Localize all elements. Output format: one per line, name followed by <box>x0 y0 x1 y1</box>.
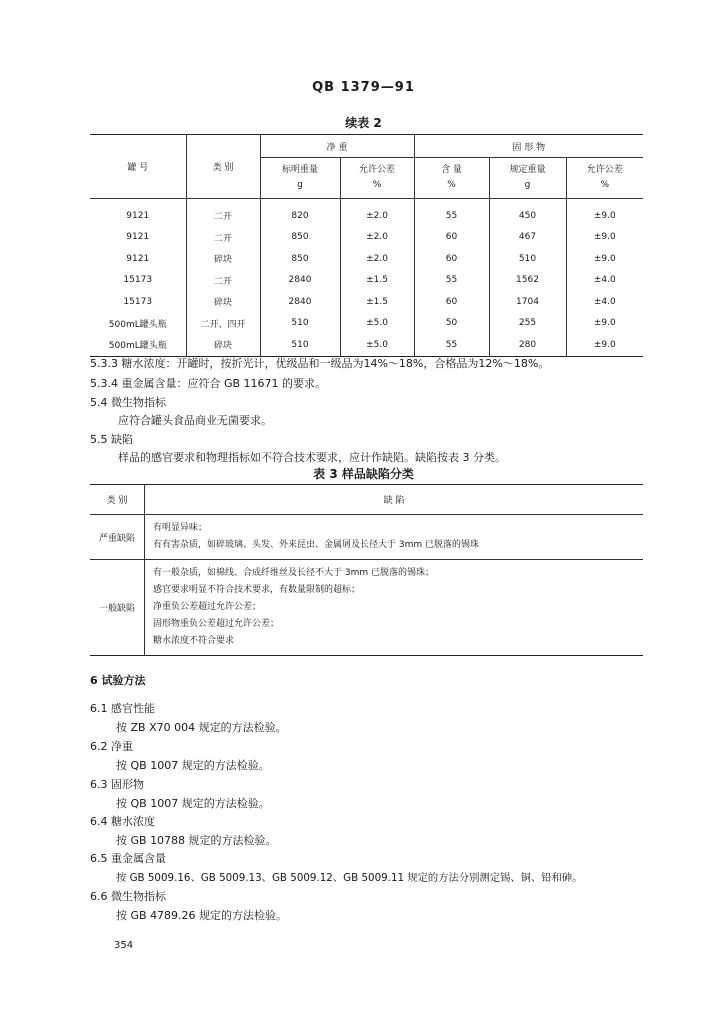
cell: 二开、四开 <box>186 313 260 335</box>
clause-5-5-title: 5.5 缺陷 <box>90 433 133 446</box>
cell: 280 <box>489 334 566 356</box>
clause-5-4-title: 5.4 微生物指标 <box>90 396 166 409</box>
clause-6-1-body: 按 ZB X70 004 规定的方法检验。 <box>116 721 287 734</box>
clause-5-3-4: 5.3.4 重金属含量：应符合 GB 11671 的要求。 <box>90 377 327 390</box>
clause-5-3-3: 5.3.3 糖水浓度：开罐时，按折光计，优级品和一级品为14%～18%，合格品为12%～18%。 <box>90 357 550 370</box>
list-item: 糖水浓度不符合要求 <box>153 636 235 646</box>
list-item: 感官要求明显不符合技术要求，有数量限制的超标； <box>153 585 361 595</box>
cell: 9121 <box>126 210 150 221</box>
col-head-type: 类 别 <box>186 135 260 199</box>
cell: 510 <box>489 248 566 270</box>
cell: 55 <box>414 199 489 227</box>
clause-6-3-title: 6.3 固形物 <box>90 778 144 791</box>
cell: 15173 <box>123 296 153 307</box>
cell: ±9.0 <box>566 199 643 227</box>
cell: ±5.0 <box>340 313 414 335</box>
cell: ±4.0 <box>566 291 643 313</box>
col-head-code: 罐 号 <box>90 135 186 199</box>
cell: 850 <box>260 227 340 249</box>
cell: 255 <box>489 313 566 335</box>
cell: ±5.0 <box>340 334 414 356</box>
list-item: 有有害杂质，如碎玻璃、头发、外来昆虫、金属屑及长径大于 3mm 已脱落的锡珠 <box>153 540 479 550</box>
col-head-net: 净 重 <box>260 135 414 158</box>
table-row <box>90 560 643 656</box>
table-row <box>90 270 643 292</box>
cell: 50 <box>414 313 489 335</box>
col-head-solid-weight: 规定重量 g <box>489 158 566 199</box>
list-item: 有一般杂质，如棉线、合成纤维丝及长径不大于 3mm 已脱落的锡珠； <box>153 568 434 578</box>
clause-6-4-title: 6.4 糖水浓度 <box>90 815 155 828</box>
table-row <box>90 313 643 335</box>
cell: 1562 <box>489 270 566 292</box>
list-item: 有明显异味； <box>153 523 208 533</box>
cell: 碎块 <box>186 248 260 270</box>
clause-6-4-body: 按 GB 10788 规定的方法检验。 <box>116 834 277 847</box>
cell: 15173 <box>123 275 153 286</box>
cell: ±2.0 <box>340 199 414 227</box>
clause-6-2-body: 按 QB 1007 规定的方法检验。 <box>116 759 270 772</box>
cell: ±1.5 <box>340 270 414 292</box>
cell: ±2.0 <box>340 227 414 249</box>
cell: 60 <box>414 227 489 249</box>
clause-6-6-title: 6.6 微生物指标 <box>90 890 166 903</box>
serious-defect-label: 严重缺陷 <box>90 515 145 560</box>
general-defect-list <box>145 560 644 656</box>
serious-defect-list <box>145 515 644 560</box>
col-head-content: 含 量 % <box>414 158 489 199</box>
table2-caption: 续表 2 <box>345 116 382 130</box>
general-defect-label: 一般缺陷 <box>90 560 145 656</box>
clause-6-2-title: 6.2 净重 <box>90 740 133 753</box>
section-6-title: 6 试验方法 <box>90 674 146 687</box>
cell: 二开 <box>186 227 260 249</box>
cell: 碎块 <box>186 291 260 313</box>
clause-6-3-body: 按 QB 1007 规定的方法检验。 <box>116 797 270 810</box>
col-head-category: 类 别 <box>90 485 145 515</box>
col-head-solid-tolerance: 允许公差 % <box>566 158 643 199</box>
col-head-defect: 缺 陷 <box>145 485 644 515</box>
cell: 60 <box>414 248 489 270</box>
cell: ±4.0 <box>566 270 643 292</box>
cell: 510 <box>260 334 340 356</box>
cell: 450 <box>489 199 566 227</box>
cell: ±9.0 <box>566 227 643 249</box>
col-head-solid: 固 形 物 <box>414 135 643 158</box>
table-2 <box>90 134 643 357</box>
col-head-net-tolerance: 允许公差 % <box>340 158 414 199</box>
cell: 820 <box>260 199 340 227</box>
table3-caption: 表 3 样品缺陷分类 <box>313 467 414 481</box>
table-row <box>90 248 643 270</box>
cell: 467 <box>489 227 566 249</box>
clause-6-1-title: 6.1 感官性能 <box>90 702 155 715</box>
cell: ±1.5 <box>340 291 414 313</box>
cell: 500mL罐头瓶 <box>108 319 167 330</box>
cell: 510 <box>260 313 340 335</box>
list-item: 净重负公差超过允许公差； <box>153 602 262 612</box>
cell: ±9.0 <box>566 313 643 335</box>
cell: 9121 <box>126 232 150 243</box>
cell: ±9.0 <box>566 334 643 356</box>
clause-5-4-body: 应符合罐头食品商业无菌要求。 <box>118 414 272 427</box>
cell: 碎块 <box>186 334 260 356</box>
clause-6-6-body: 按 GB 4789.26 规定的方法检验。 <box>116 909 288 922</box>
clause-6-5-body: 按 GB 5009.16、GB 5009.13、GB 5009.12、GB 5009.11 规定的方法分别测定锡、铜、铅和砷。 <box>116 872 583 884</box>
clause-5-5-body: 样品的感官要求和物理指标如不符合技术要求，应计作缺陷。缺陷按表 3 分类。 <box>118 451 506 464</box>
table-row <box>90 291 643 313</box>
cell: 55 <box>414 334 489 356</box>
cell: ±2.0 <box>340 248 414 270</box>
cell: ±9.0 <box>566 248 643 270</box>
cell: 9121 <box>126 253 150 264</box>
cell: 二开 <box>186 270 260 292</box>
cell: 500mL罐头瓶 <box>108 341 167 352</box>
table-row <box>90 227 643 249</box>
table-3 <box>90 484 643 656</box>
cell: 60 <box>414 291 489 313</box>
cell: 55 <box>414 270 489 292</box>
col-head-net-weight: 标明重量 g <box>260 158 340 199</box>
page-number: 354 <box>114 940 134 951</box>
cell: 二开 <box>186 199 260 227</box>
table-row <box>90 334 643 356</box>
cell: 850 <box>260 248 340 270</box>
table-row <box>90 199 643 227</box>
document-header: QB 1379—91 <box>312 80 415 95</box>
table-row <box>90 515 643 560</box>
clause-6-5-title: 6.5 重金属含量 <box>90 852 166 865</box>
list-item: 固形物重负公差超过允许公差； <box>153 619 280 629</box>
cell: 1704 <box>489 291 566 313</box>
cell: 2840 <box>260 291 340 313</box>
cell: 2840 <box>260 270 340 292</box>
